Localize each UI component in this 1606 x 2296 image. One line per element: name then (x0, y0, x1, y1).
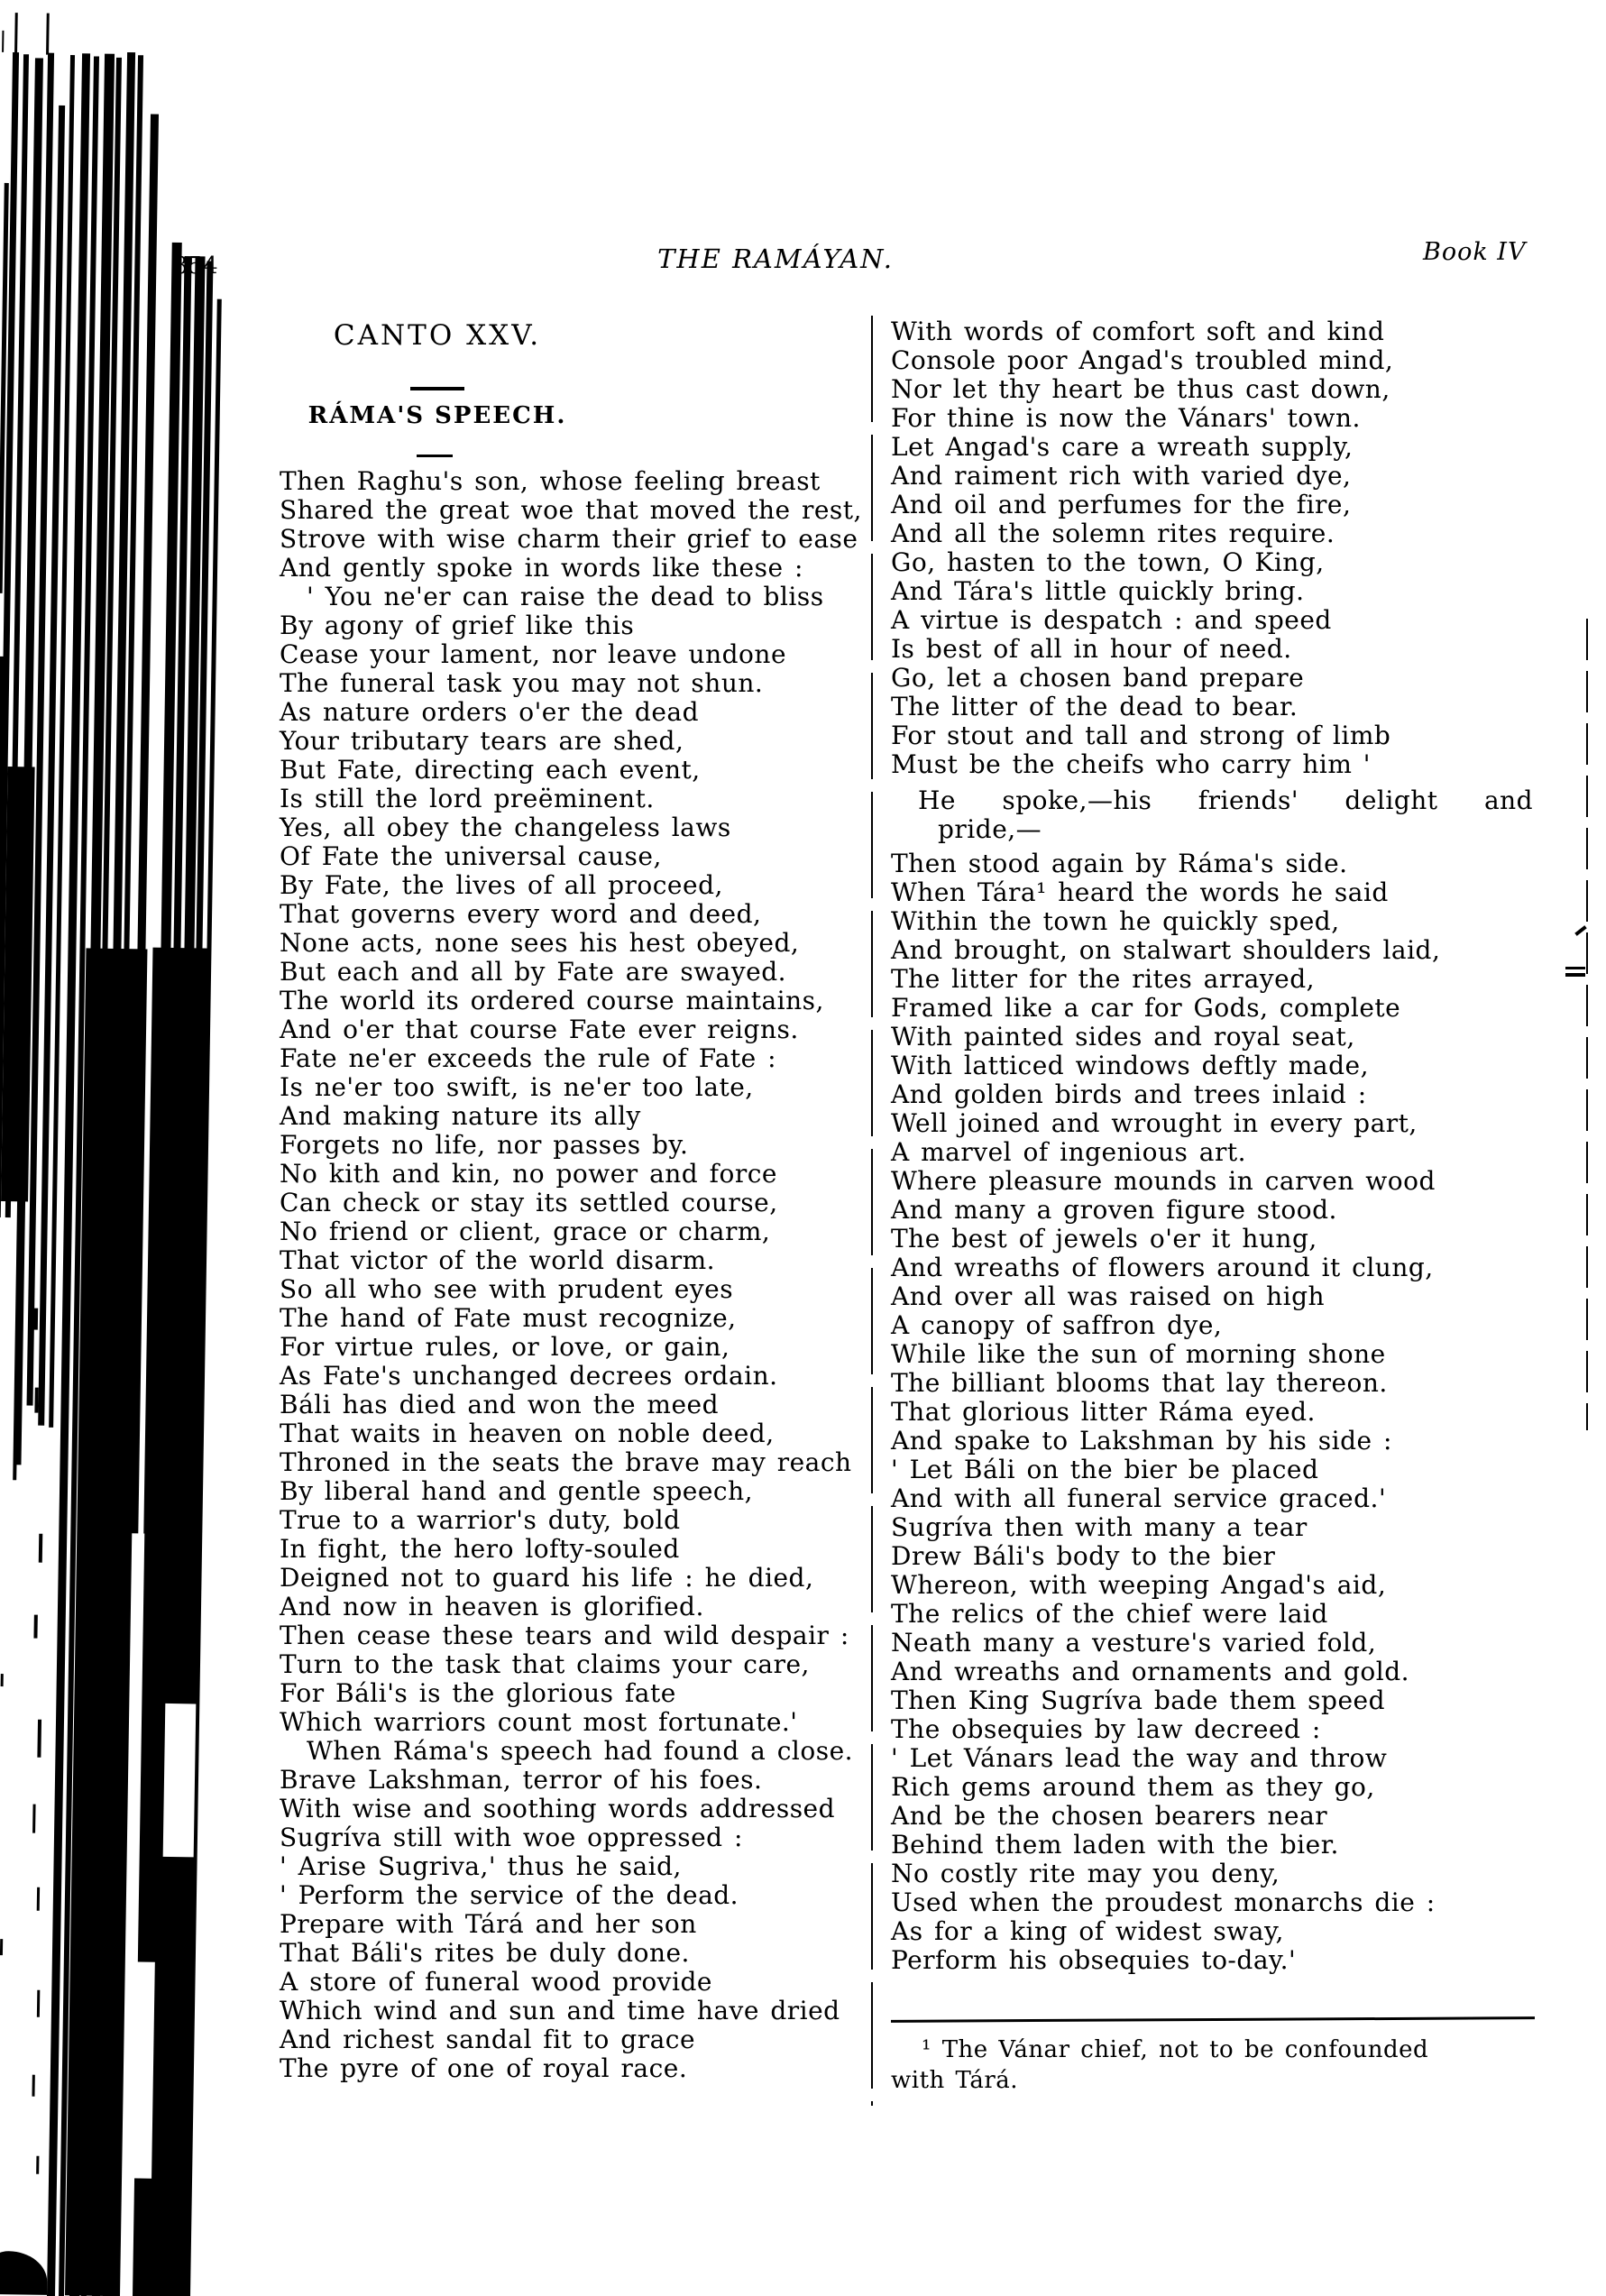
artifact-stripe (2, 31, 4, 52)
scan-artifact-left (0, 0, 271, 2296)
margin-mark (1565, 967, 1585, 977)
artifact-stripe (1, 767, 35, 1201)
poem-line: Cease your lament, nor leave undone (280, 639, 787, 669)
poem-line: The funeral task you may not shun. (280, 668, 764, 698)
artifact-mark (36, 2156, 39, 2174)
poem-line: With wise and soothing words addressed (280, 1794, 836, 1823)
poem-line: The relics of the chief were laid (891, 1599, 1328, 1629)
poem-line: As Fate's unchanged decrees ordain. (280, 1361, 778, 1391)
poem-line: That governs every word and deed, (280, 899, 762, 929)
poem-line: And oil and perfumes for the fire, (891, 490, 1352, 519)
column-divider (871, 316, 873, 2106)
poem-line: So all who see with prudent eyes (280, 1274, 734, 1304)
poem-line: Rich gems around them as they go, (891, 1772, 1375, 1802)
poem-line: And many a groven figure stood. (891, 1195, 1337, 1225)
poem-line: And be the chosen bearers near (891, 1801, 1328, 1831)
poem-line: As nature orders o'er the dead (280, 697, 700, 727)
right-column (891, 317, 1576, 1975)
poem-line: Must be the cheifs who carry him ' (891, 749, 1372, 779)
poem-line: Which warriors count most fortunate.' (280, 1707, 798, 1737)
artifact-mark (37, 1990, 40, 2017)
poem-line: Deigned not to guard his life : he died, (280, 1563, 814, 1593)
poem-line: And over all was raised on high (891, 1281, 1326, 1311)
poem-line: For stout and tall and strong of limb (891, 721, 1391, 750)
poem-line: Neath many a vesture's varied fold, (891, 1628, 1377, 1658)
poem-line: The world its ordered course maintains, (280, 986, 824, 1015)
poem-line: And making nature its ally (280, 1101, 641, 1131)
poem-line: Then Raghu's son, whose feeling breast (280, 466, 821, 496)
poem-line: Where pleasure mounds in carven wood (891, 1166, 1436, 1196)
poem-line: With painted sides and royal seat, (891, 1022, 1355, 1052)
poem-line: Used when the proudest monarchs die : (891, 1887, 1436, 1917)
poem-line: ¹ The Vánar chief, not to be confounded (922, 2036, 1429, 2063)
poem-line: For thine is now the Vánars' town. (891, 403, 1361, 433)
artifact-blob (0, 2251, 48, 2295)
poem-line: But each and all by Fate are swayed. (280, 957, 787, 987)
poem-line: Turn to the task that claims your care, (280, 1649, 810, 1679)
poem-line: Console poor Angad's troubled mind, (891, 345, 1394, 375)
poem-line: ' You ne'er can raise the dead to bliss (307, 582, 824, 611)
canto-heading: CANTO XXV. (333, 319, 542, 352)
artifact-mark (32, 1805, 36, 1833)
poem-line: And brought, on stalwart shoulders laid, (891, 935, 1441, 965)
poem-line: In fight, the hero lofty-souled (280, 1534, 680, 1564)
poem-line: A virtue is despatch : and speed (891, 605, 1332, 635)
poem-line: Let Angad's care a wreath supply, (891, 432, 1354, 462)
poem-line: And raiment rich with varied dye, (891, 461, 1352, 491)
poem-line: ' Arise Sugriva,' thus he said, (280, 1851, 682, 1881)
page-edge-line (1586, 619, 1588, 1430)
header-page-number: 354 (173, 253, 218, 280)
footnote (891, 2034, 1558, 2096)
poem-line: Forgets no life, nor passes by. (280, 1130, 689, 1160)
margin-mark (1574, 925, 1586, 936)
poem-line: He spoke,—his friends' delight and (918, 785, 1534, 815)
poem-line: By liberal hand and gentle speech, (280, 1476, 754, 1506)
poem-line: Throned in the seats the brave may reach (280, 1447, 852, 1477)
poem-line: And richest sandal fit to grace (280, 2025, 696, 2054)
artifact-mark (37, 1887, 40, 1911)
poem-line: No kith and kin, no power and force (280, 1159, 777, 1189)
poem-line: Báli has died and won the meed (280, 1390, 720, 1419)
artifact-stripe (46, 14, 50, 55)
poem-line: Shared the great woe that moved the rest, (280, 495, 862, 525)
footnote-rule (891, 2016, 1535, 2023)
header-book-label: Book IV (1423, 238, 1527, 266)
poem-line: The hand of Fate must recognize, (280, 1303, 737, 1333)
poem-line: When Tára¹ heard the words he said (891, 877, 1389, 907)
poem-line: Perform his obsequies to-day.' (891, 1945, 1297, 1975)
poem-line: With words of comfort soft and kind (891, 317, 1385, 346)
artifact-mark (32, 2075, 34, 2097)
poem-line: Your tributary tears are shed, (280, 726, 684, 756)
poem-line: with Tárá. (891, 2067, 1019, 2094)
artifact-stripe (14, 13, 18, 54)
poem-line: Of Fate the universal cause, (280, 841, 662, 871)
poem-line: True to a warrior's duty, bold (280, 1505, 681, 1535)
poem-line: With latticed windows deftly made, (891, 1051, 1370, 1080)
header-title: THE RAMÁYAN. (657, 243, 894, 274)
poem-line: Go, let a chosen band prepare (891, 663, 1305, 693)
poem-line: Is best of all in hour of need. (891, 634, 1292, 664)
poem-line: By Fate, the lives of all proceed, (280, 870, 723, 900)
poem-line: A canopy of saffron dye, (891, 1310, 1223, 1340)
poem-line: The litter of the dead to bear. (891, 692, 1299, 721)
poem-line: And gently spoke in words like these : (280, 553, 803, 583)
poem-line: Prepare with Tárá and her son (280, 1909, 697, 1939)
poem-line: The litter for the rites arrayed, (891, 964, 1316, 994)
poem-line: That waits in heaven on noble deed, (280, 1419, 775, 1448)
poem-line: That victor of the world disarm. (280, 1245, 716, 1275)
poem-line: The pyre of one of royal race. (280, 2053, 688, 2083)
artifact-mark (0, 1939, 3, 1955)
poem-line: And spake to Lakshman by his side : (891, 1426, 1392, 1456)
poem-line: Nor let thy heart be thus cast down, (891, 374, 1390, 404)
artifact-mark (33, 1615, 37, 1639)
poem-line: Sugríva still with woe oppressed : (280, 1823, 743, 1852)
left-column (280, 467, 886, 2083)
poem-line: The obsequies by law decreed : (891, 1714, 1321, 1744)
section-heading: RÁMA'S SPEECH. (307, 402, 567, 429)
poem-line: And wreaths and ornaments and gold. (891, 1657, 1410, 1686)
poem-line: The billiant blooms that lay thereon. (891, 1368, 1388, 1398)
poem-line: That glorious litter Ráma eyed. (891, 1397, 1316, 1427)
artifact-mark (34, 1388, 38, 1413)
poem-line: Behind them laden with the bier. (891, 1830, 1339, 1860)
poem-line: And golden birds and trees inlaid : (891, 1079, 1367, 1109)
poem-line: While like the sun of morning shone (891, 1339, 1386, 1369)
artifact-mark (37, 1720, 41, 1758)
canto-rule (410, 387, 464, 390)
section-rule (417, 455, 453, 457)
artifact-gap (163, 1704, 197, 1858)
poem-line: ' Let Vánars lead the way and throw (891, 1743, 1388, 1773)
poem-line: ' Let Báli on the bier be placed (891, 1455, 1319, 1484)
poem-line: Whereon, with weeping Angad's aid, (891, 1570, 1387, 1600)
poem-line: Well joined and wrought in every part, (891, 1108, 1418, 1138)
poem-line: And all the solemn rites require. (891, 519, 1335, 548)
artifact-mark (13, 1464, 16, 1480)
poem-line: And wreaths of flowers around it clung, (891, 1253, 1434, 1282)
poem-line: And Tára's little quickly bring. (891, 576, 1305, 606)
poem-line: A store of funeral wood provide (280, 1967, 712, 1997)
poem-line: Go, hasten to the town, O King, (891, 547, 1325, 577)
poem-line: Drew Báli's body to the bier (891, 1541, 1276, 1571)
poem-line: pride,— (938, 814, 1042, 844)
poem-line: Then King Sugríva bade them speed (891, 1685, 1386, 1715)
poem-line: Yes, all obey the changeless laws (280, 813, 731, 842)
poem-line: By agony of grief like this (280, 611, 635, 640)
poem-line: And with all funeral service graced.' (891, 1483, 1387, 1513)
poem-line: No costly rite may you deny, (891, 1859, 1280, 1888)
poem-line: No friend or client, grace or charm, (280, 1217, 771, 1246)
poem-line: And now in heaven is glorified. (280, 1592, 704, 1621)
artifact-mark (33, 1309, 38, 1330)
poem-line: That Báli's rites be duly done. (280, 1938, 690, 1968)
poem-line: And o'er that course Fate ever reigns. (280, 1015, 799, 1044)
poem-line: None acts, none sees his hest obeyed, (280, 928, 800, 958)
poem-line: Fate ne'er exceeds the rule of Fate : (280, 1043, 777, 1073)
artifact-gap (126, 1961, 155, 2178)
poem-line: ' Perform the service of the dead. (280, 1880, 739, 1910)
poem-line: Within the town he quickly sped, (891, 906, 1340, 936)
poem-line: Framed like a car for Gods, complete (891, 993, 1401, 1023)
poem-line: Brave Lakshman, terror of his foes. (280, 1765, 763, 1795)
poem-line: But Fate, directing each event, (280, 755, 701, 785)
poem-line: For Báli's is the glorious fate (280, 1678, 676, 1708)
poem-line: For virtue rules, or love, or gain, (280, 1332, 730, 1362)
poem-line: Is still the lord preëminent. (280, 784, 655, 813)
poem-line: Which wind and sun and time have dried (280, 1996, 840, 2025)
poem-line: Strove with wise charm their grief to ease (280, 524, 858, 554)
poem-line: As for a king of widest sway, (891, 1916, 1284, 1946)
poem-line: When Ráma's speech had found a close. (307, 1736, 854, 1766)
poem-line: Then stood again by Ráma's side. (891, 849, 1348, 878)
poem-line: Then cease these tears and wild despair : (280, 1621, 849, 1650)
poem-line: Is ne'er too swift, is ne'er too late, (280, 1072, 754, 1102)
artifact-mark (1, 1674, 4, 1686)
poem-line: The best of jewels o'er it hung, (891, 1224, 1317, 1254)
artifact-mark (39, 1534, 43, 1563)
poem-line: Can check or stay its settled course, (280, 1188, 778, 1217)
poem-line: A marvel of ingenious art. (891, 1137, 1246, 1167)
poem-line: Sugríva then with many a tear (891, 1512, 1308, 1542)
